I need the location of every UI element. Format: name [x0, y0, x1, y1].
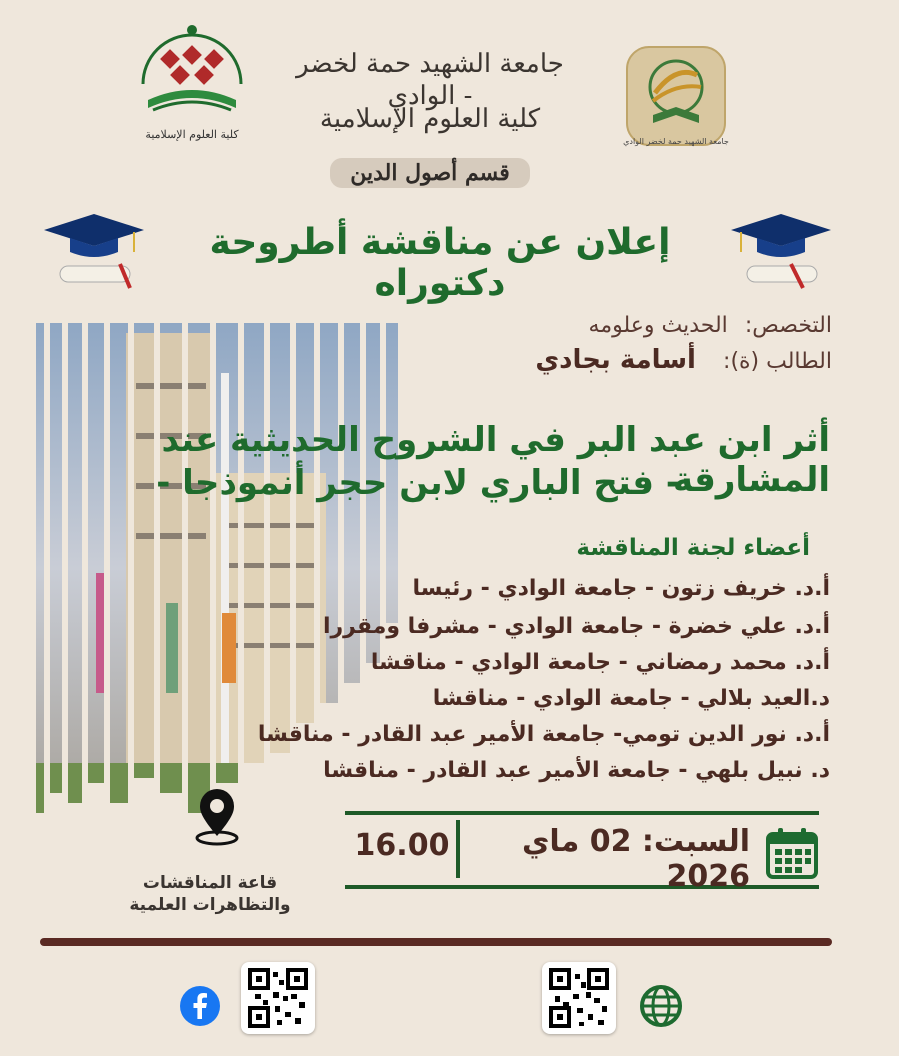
committee-member: أ.د. علي خضرة - جامعة الوادي - مشرفا ومقررا: [322, 614, 830, 639]
facebook-icon[interactable]: [179, 985, 221, 1027]
committee-member: أ.د. نور الدين تومي- جامعة الأمير عبد القادر - مناقشا: [257, 722, 830, 747]
committee-heading: أعضاء لجنة المناقشة: [576, 535, 810, 561]
thesis-title-line1: أثر ابن عبد البر في الشروح الحديثية عند المشارقة: [161, 420, 830, 500]
time-text: 16.00: [354, 828, 450, 863]
graduation-cap-icon: [727, 212, 835, 292]
committee-member: د. نبيل بلهي - جامعة الأمير عبد القادر - مناقشا: [323, 758, 830, 783]
facebook-qr-code[interactable]: [241, 962, 315, 1034]
graduation-cap-icon: [40, 212, 148, 292]
committee-member: أ.د. خريف زتون - جامعة الوادي - رئيسا: [412, 576, 830, 601]
specialty-label: التخصص:: [744, 313, 832, 338]
faculty-name: كلية العلوم الإسلامية: [319, 104, 541, 134]
specialty-row: [420, 313, 832, 338]
venue-line1: قاعة المناقشات: [142, 873, 278, 893]
venue-line2: والتظاهرات العلمية: [129, 895, 291, 915]
student-label: الطالب (ة):: [723, 349, 832, 374]
specialty-value: الحديث وعلومه: [588, 313, 728, 338]
website-qr-code[interactable]: [542, 962, 616, 1034]
university-name: جامعة الشهيد حمة لخضر - الوادي: [296, 49, 564, 111]
committee-member: د.العيد بلالي - جامعة الوادي - مناقشا: [432, 686, 830, 711]
university-logo-text: جامعة الشهيد حمة لخضر الوادي: [623, 137, 729, 146]
qr-code-icon: [241, 962, 315, 1034]
calendar-icon: [765, 826, 819, 880]
schedule-top-line: [345, 811, 819, 815]
footer-divider: [40, 938, 832, 946]
committee-member: أ.د. محمد رمضاني - جامعة الوادي - مناقشا: [370, 650, 830, 675]
student-row: [420, 345, 832, 375]
venue-name: [110, 872, 310, 916]
globe-icon[interactable]: [640, 985, 682, 1027]
thesis-title-line2: - فتح الباري لابن حجر أنموذجا -: [156, 463, 680, 503]
department-name: قسم أصول الدين: [330, 158, 530, 188]
location-pin-icon: [192, 788, 242, 846]
announcement-title: إعلان عن مناقشة أطروحة دكتوراه: [209, 222, 671, 304]
qr-code-icon: [542, 962, 616, 1034]
faculty-logo-text: كلية العلوم الإسلامية: [145, 128, 239, 141]
student-name: أسامة بجادي: [535, 345, 696, 375]
date-text: السبت: 02 ماي 2026: [521, 824, 750, 894]
